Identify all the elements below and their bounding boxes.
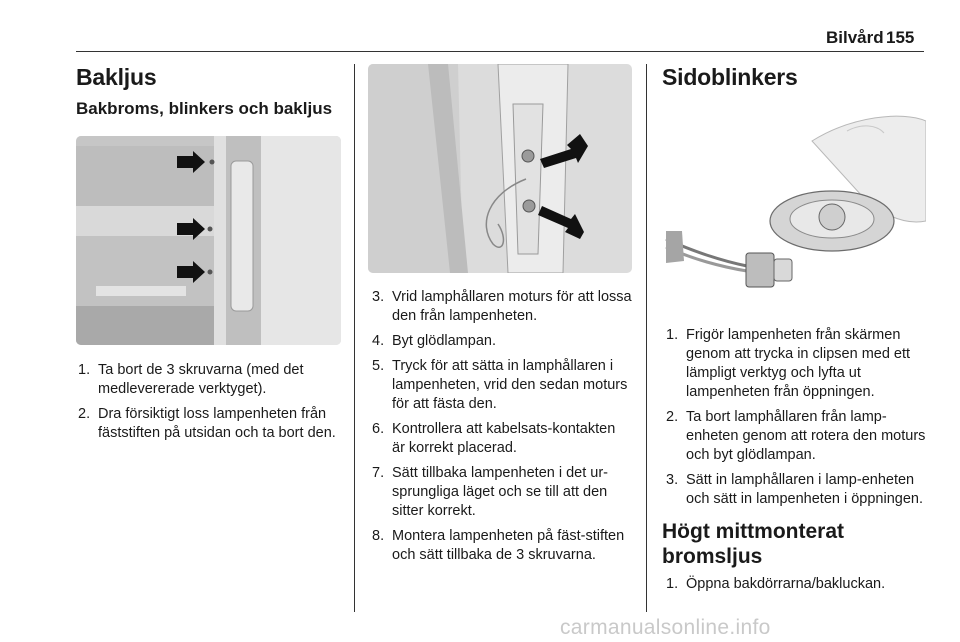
column-2: [368, 64, 632, 571]
watermark: carmanualsonline.info: [560, 616, 771, 639]
rear-lamp-screws-illustration: [76, 136, 341, 345]
list-item: 8. Montera lampenheten på fäst-stiften och sätt tillbaka de 3 skruvarna.: [372, 528, 625, 563]
section-title-bakljus: Bakljus: [76, 64, 157, 90]
list-item: 1. Frigör lampenheten från skärmen genom att trycka in clipsen med ett lämpligt verktyg och lyfta ut lampenheten från öppningen.: [666, 327, 911, 400]
list-item: 4. Byt glödlampan.: [372, 333, 496, 349]
steps-list-4: [662, 575, 926, 594]
list-item: 1. Ta bort de 3 skruvarna (med det medlevererade verktyget).: [78, 362, 304, 397]
subsection-title: Bakbroms, blinkers och bakljus: [76, 99, 333, 118]
list-item: 2. Ta bort lamphållaren från lamp-enheten genom att rotera den moturs och byt glödlampan.: [666, 409, 926, 463]
list-item: 2. Dra försiktigt loss lampenheten från fäststiften på utsidan och ta bort den.: [78, 406, 336, 441]
side-indicator-illustration: [662, 101, 926, 310]
section-title-sidoblinkers: Sidoblinkers: [662, 64, 798, 90]
column-divider-2: [646, 64, 647, 612]
steps-list-1: [76, 361, 341, 443]
steps-list-3: [662, 326, 926, 509]
list-item: 3. Sätt in lamphållaren i lamp-enheten och sätt in lampenheten i öppningen.: [666, 472, 924, 507]
list-item: 6. Kontrollera att kabelsats-kontakten är korrekt placerad.: [372, 421, 616, 456]
list-item: 1. Öppna bakdörrarna/bakluckan.: [666, 576, 886, 592]
list-item: 3. Vrid lamphållaren moturs för att lossa den från lampenheten.: [372, 289, 632, 324]
lamp-holder-illustration: [368, 64, 632, 273]
list-item: 5. Tryck för att sätta in lamphållaren i lampenheten, vrid den sedan moturs för att fästa den.: [372, 358, 628, 412]
page-header: [76, 22, 924, 52]
column-1: [76, 64, 341, 449]
column-3: [662, 64, 926, 600]
list-item: 7. Sätt tillbaka lampenheten i det ur-sprungliga läget och se till att den sitter korrekt.: [372, 465, 609, 519]
page-number: 155: [886, 28, 915, 47]
section-title-bromsljus: Högt mittmonterat bromsljus: [662, 520, 844, 568]
steps-list-2: [368, 288, 632, 565]
header-section-title: Bilvård: [826, 28, 884, 47]
column-divider-1: [354, 64, 355, 612]
